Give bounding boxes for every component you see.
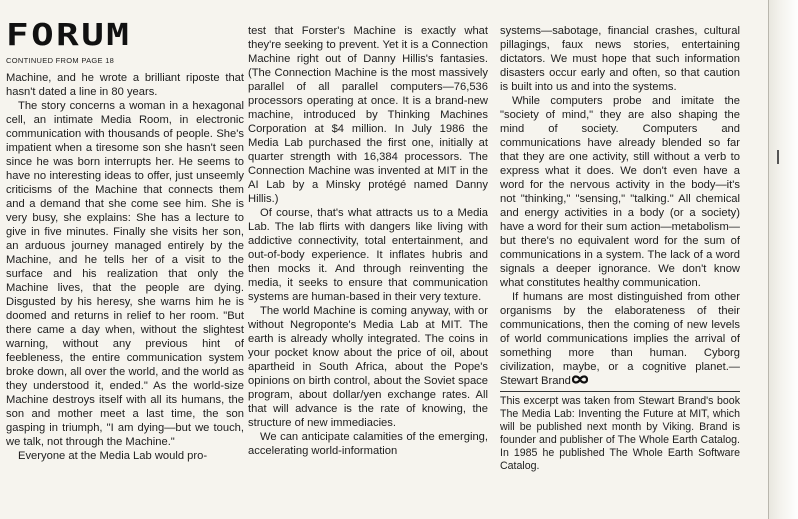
column-3-paragraph-1: systems—sabotage, financial crashes, cultural pillagings, faux news stories, entertaining dictators. We must hope that such information disasters occur early and often, so that caution is built into us and into the systems. — [500, 25, 740, 93]
closing-paragraph-text: If humans are most distinguished from other organisms by the elaborateness of their communications, then the coming of new levels of world communications implies the arrival of something more than human. Cyborg civilization, maybe, or a cognitive planet.—Stewart Brand — [500, 291, 740, 387]
column-1-paragraph-2: The story concerns a woman in a hexagonal cell, an intimate Media Room, in electronic communication with thousands of people. She's impatient when a tiresome son she hasn't seen since he was born interrupts her. He seems to have no interesting ideas to offer, just unseemly criticisms of the Machine that connects them and a demand that she come see him. She is very busy, she explains: She has a lecture to give in five minutes. Finally she visits her son, an arduous journey managed entirely by the Machine, and he tells her of a visit to the surface and his realization that only the Machine lives, that the people are dying. Disgusted by his heresy, she warns him he is doomed and returns in relief to her room. "But there came a day when, without the slightest warning, without any previous hint of feebleness, the entire communication system broke down, all over the world, and the world as they understood it, ended." As the world-size Machine destroys itself with all its humans, the son and mother meet a last time, the son gasping in triumph, "I am dying—but we touch, we talk, not through the Machine." — [6, 100, 244, 448]
column-1-paragraph-3: Everyone at the Media Lab would pro- — [18, 450, 208, 462]
column-2-paragraph-3: The world Machine is coming anyway, with or without Negroponte's Media Lab at MIT. The earth is already wholly integrated. The coins in your pocket know about the price of oil, about apartheid in South Africa, about the Pope's opinions on birth control, about the Soviet space program, about dollar/yen exchange rates. All that will advance is the rate of knowing, the structure of new immediacies. — [248, 305, 488, 429]
column-3-paragraph-3 — [500, 290, 740, 388]
column-1 — [6, 0, 244, 463]
column-1-paragraph-1: Machine, and he wrote a brilliant riposte that hasn't dated a line in 80 years. — [6, 72, 244, 98]
edge-mark — [777, 150, 779, 164]
note-divider — [500, 391, 740, 392]
column-2-paragraph-4: We can anticipate calamities of the emerging, accelerating world-information — [248, 431, 488, 457]
continued-from-label: CONTINUED FROM PAGE 18 — [6, 56, 115, 65]
column-3 — [500, 24, 740, 473]
excerpt-note: This excerpt was taken from Stewart Brand's book The Media Lab: Inventing the Future at MIT, which will be published next month by Viking. Brand is founder and publisher of The Whole Earth Catalog. In 1985 he published The Whole Earth Software Catalog. — [500, 395, 740, 472]
infinity-icon — [572, 374, 588, 385]
forum-logo: FORUM — [6, 18, 132, 53]
column-2-paragraph-1: test that Forster's Machine is exactly what they're seeking to prevent. Yet it is a Connection Machine right out of Danny Hillis's fantasies. (The Connection Machine is the most massively parallel of all parallel computers—76,536 processors operating at once. It is a brand-new machine, introduced by Thinking Machines Corporation at $4 million. In July 1986 the Media Lab purchased the first one, initially at quarter strength with 16,384 processors. The Connection Machine was invented at MIT in the AI Lab by a Minsky protégé named Danny Hillis.) — [248, 25, 488, 205]
column-3-paragraph-2: While computers probe and imitate the "society of mind," they are also shaping the mind of society. Computers and communications have already blended so far that they are one activity, still without a verb to express what it does. We don't even have a word for the nervous activity in the body—it's not "thinking," "sensing," "talking." All chemical and energy activities in a body (or a society) have a word for their sum action—metabolism—but there's no equivalent word for the sum of communications in a system. The lack of a word signals a deeper ignorance. We don't know what constitutes healthy communication. — [500, 95, 740, 289]
column-2-paragraph-2: Of course, that's what attracts us to a Media Lab. The lab flirts with dangers like living with addictive connectivity, total entertainment, and out-of-body experience. It inflates hubris and then mocks it. And through reinventing the media, it seeks to ensure that communication systems are human-based in their very texture. — [248, 207, 488, 303]
column-2 — [248, 24, 488, 458]
facing-page-edge — [768, 0, 798, 519]
